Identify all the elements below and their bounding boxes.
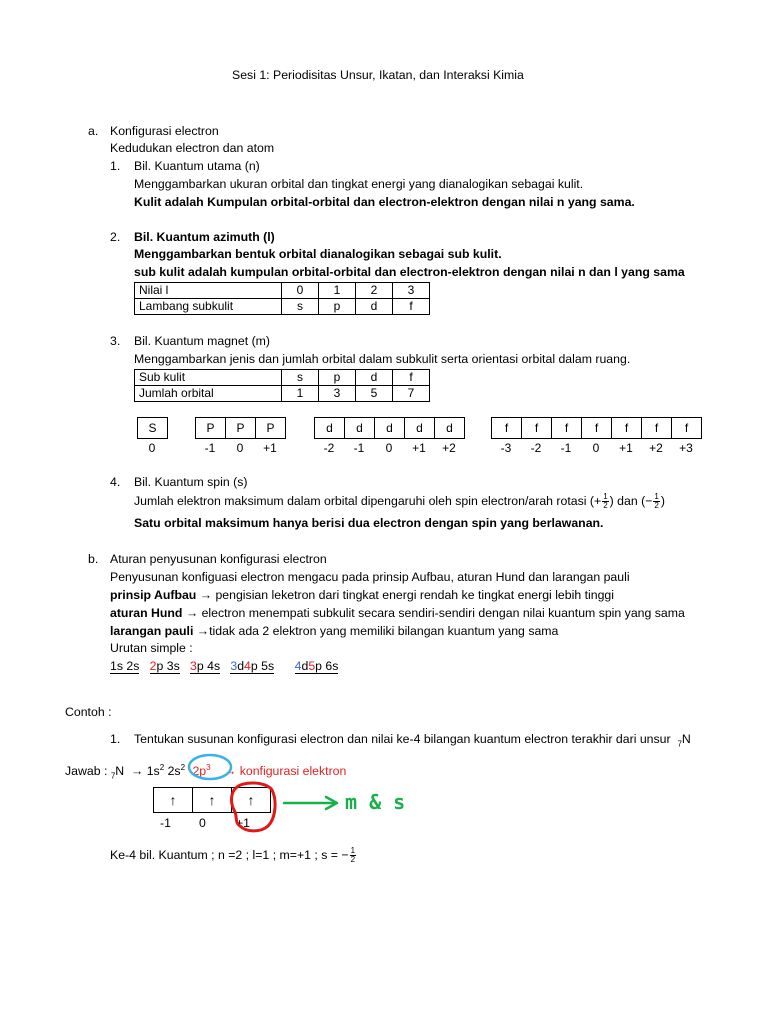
pauli-label: larangan pauli xyxy=(110,624,194,638)
item2-title: Bil. Kuantum azimuth (l) xyxy=(134,230,275,244)
orbital-box: f xyxy=(492,418,522,438)
seq-group: 3p 4s xyxy=(190,659,221,673)
table-cell: d xyxy=(356,370,393,386)
handwritten-note: m & s xyxy=(345,790,406,814)
up-arrow-icon: ↑ xyxy=(247,792,255,808)
m-value: +2 xyxy=(649,441,663,455)
m-value: -1 xyxy=(160,816,171,830)
half-fraction: $\frac{1}{2}$ xyxy=(350,846,356,864)
orbital-d xyxy=(314,417,465,439)
m-value: 0 xyxy=(148,441,156,455)
contoh-label: Contoh : xyxy=(65,705,112,719)
spin-minus: (− xyxy=(641,493,653,508)
table-cell: p xyxy=(319,370,356,386)
half-fraction: $\frac{1}{2}$ xyxy=(603,492,608,510)
orbital-box: d xyxy=(315,418,345,438)
orbital-box: d xyxy=(345,418,375,438)
table-cell: f xyxy=(393,370,430,386)
final-answer: Ke-4 bil. Kuantum ; n =2 ; l=1 ; m=+1 ; s = − $\frac{1}{2}$ xyxy=(110,846,356,864)
aufbau-text: pengisian leketron dari tingkat energi rendah ke tingkat energi lebih tinggi xyxy=(215,588,614,602)
seq-group: 1s 2s xyxy=(110,659,140,673)
item4-line2: Satu orbital maksimum hanya berisi dua electron dengan spin yang berlawanan. xyxy=(134,516,604,530)
section-b-line1: Penyusunan konfiguasi electron mengacu pada prinsip Aufbau, aturan Hund dan larangan pauli xyxy=(110,570,630,584)
item4-number: 4. xyxy=(110,475,121,489)
table-row xyxy=(135,299,430,315)
up-arrow-icon: ↑ xyxy=(193,788,232,812)
up-arrow-icon: ↑ xyxy=(154,788,193,812)
orbital-s xyxy=(137,417,168,439)
config-note: → konfigurasi elektron xyxy=(224,764,347,779)
magnet-table xyxy=(134,369,430,402)
config-2p: $2p^3$ xyxy=(192,763,211,779)
table-cell: d xyxy=(356,299,393,315)
aufbau-line xyxy=(110,588,614,603)
table-row xyxy=(135,386,430,402)
orbital-box: d xyxy=(375,418,405,438)
table-cell: f xyxy=(393,299,430,315)
aufbau-sequence xyxy=(110,659,338,674)
m-value: +1 xyxy=(412,441,426,455)
seq-group: 3d4p 5s xyxy=(230,659,275,673)
orbital-box: P xyxy=(196,418,226,438)
m-value: 0 xyxy=(385,441,393,455)
orbital-box: f xyxy=(522,418,552,438)
hund-text: electron menempati subkulit secara sendiri-sendiri dengan nilai kuantum spin yang sama xyxy=(201,606,685,620)
table-cell: Jumlah orbital xyxy=(135,386,282,402)
azimuth-table xyxy=(134,282,430,315)
table-cell: s xyxy=(282,370,319,386)
item1-title: Bil. Kuantum utama (n) xyxy=(134,159,260,173)
table-cell: 1 xyxy=(282,386,319,402)
m-value: 0 xyxy=(592,441,600,455)
item4-title: Bil. Kuantum spin (s) xyxy=(134,475,248,489)
table-cell: 7 xyxy=(393,386,430,402)
m-value: +1 xyxy=(619,441,633,455)
item2-line1: Menggambarkan bentuk orbital dianalogikan sebagai sub kulit. xyxy=(134,247,502,261)
arrow-icon: → xyxy=(185,606,199,620)
and-word: dan xyxy=(617,493,638,508)
section-a-marker: a. xyxy=(88,124,99,138)
section-b-heading: Aturan penyusunan konfigurasi electron xyxy=(110,552,327,566)
m-value: -3 xyxy=(500,441,512,455)
orbital-box: f xyxy=(552,418,582,438)
table-cell: p xyxy=(319,299,356,315)
seq-group: 2p 3s xyxy=(149,659,180,673)
m-value: -1 xyxy=(353,441,365,455)
table-cell: 2 xyxy=(356,283,393,299)
m-value: 0 xyxy=(236,441,244,455)
m-value: +1 xyxy=(263,441,277,455)
orbital-box: S xyxy=(148,421,157,435)
orbital-box: f xyxy=(684,421,689,435)
arrow-icon: → xyxy=(196,624,210,638)
arrow-icon: → xyxy=(199,588,213,602)
question-text: Tentukan susunan konfigurasi electron dan nilai ke-4 bilangan kuantum electron terakhir dari unsur $_7$N xyxy=(134,732,691,749)
m-value: -1 xyxy=(560,441,572,455)
hund-label: aturan Hund xyxy=(110,606,183,620)
question-number: 1. xyxy=(110,732,121,746)
item3-title: Bil. Kuantum magnet (m) xyxy=(134,334,270,348)
table-cell: 5 xyxy=(356,386,393,402)
item1-line1: Menggambarkan ukuran orbital dan tingkat energi yang dianalogikan sebagai kulit. xyxy=(134,177,584,191)
table-cell: 0 xyxy=(282,283,319,299)
paren-close: ) xyxy=(609,493,614,508)
m-value: +2 xyxy=(442,441,456,455)
urutan-label: Urutan simple : xyxy=(110,641,193,655)
item3-number: 3. xyxy=(110,334,121,348)
table-row xyxy=(135,370,430,386)
section-a-heading: Konfigurasi electron xyxy=(110,124,219,138)
table-cell: 3 xyxy=(393,283,430,299)
m-value: -1 xyxy=(204,441,216,455)
section-a-sub: Kedudukan electron dan atom xyxy=(110,141,275,155)
table-cell: Sub kulit xyxy=(135,370,282,386)
orbital-box: f xyxy=(582,418,612,438)
seq-group: 4d5p 6s xyxy=(294,659,339,673)
spin-plus: (+ xyxy=(589,493,602,508)
table-cell: s xyxy=(282,299,319,315)
orbital-box: P xyxy=(226,418,256,438)
red-ring-icon xyxy=(222,778,282,836)
section-b-marker: b. xyxy=(88,552,99,566)
orbital-p xyxy=(195,417,286,439)
table-row xyxy=(135,283,430,299)
table-cell: Nilai l xyxy=(135,283,282,299)
aufbau-label: prinsip Aufbau xyxy=(110,588,197,602)
item1-number: 1. xyxy=(110,159,121,173)
item1-line2: Kulit adalah Kumpulan orbital-orbital dan electron-elektron dengan nilai n yang sama. xyxy=(134,195,635,209)
pauli-line xyxy=(110,624,558,639)
item2-number: 2. xyxy=(110,230,121,244)
jawab-label: Jawab : xyxy=(65,764,108,779)
m-value: -2 xyxy=(323,441,335,455)
table-cell: 1 xyxy=(319,283,356,299)
spin-text: Jumlah elektron maksimum dalam orbital dipengaruhi oleh spin electron/arah rotasi xyxy=(134,493,587,508)
item2-line2: sub kulit adalah kumpulan orbital-orbital dan electron-elektron dengan nilai n dan l yang sama xyxy=(134,265,685,279)
m-value: +1 xyxy=(236,816,251,830)
m-value: +3 xyxy=(679,441,693,455)
green-arrow-icon xyxy=(282,794,344,812)
hund-line xyxy=(110,606,685,621)
orbital-box: f xyxy=(642,418,672,438)
answer-config: Jawab : $_7N \to 1s^2$ $2s^2$ $2p^3$ → konfigurasi elektron xyxy=(65,763,347,781)
orbital-box: d xyxy=(405,418,435,438)
pauli-text: tidak ada 2 elektron yang memiliki bilangan kuantum yang sama xyxy=(209,624,559,638)
page-title: Sesi 1: Periodisitas Unsur, Ikatan, dan Interaksi Kimia xyxy=(232,68,524,82)
half-fraction: $\frac{1}{2}$ xyxy=(654,492,659,510)
m-value: -2 xyxy=(530,441,542,455)
table-cell: Lambang subkulit xyxy=(135,299,282,315)
orbital-box: d xyxy=(446,421,453,435)
paren-close: ) xyxy=(660,493,665,508)
orbital-box: f xyxy=(612,418,642,438)
item4-line1 xyxy=(134,493,665,510)
table-cell: 3 xyxy=(319,386,356,402)
m-value: 0 xyxy=(199,816,206,830)
orbital-box: P xyxy=(266,421,275,435)
orbital-f xyxy=(491,417,702,439)
item3-line1: Menggambarkan jenis dan jumlah orbital dalam subkulit serta orientasi orbital dalam ruang. xyxy=(134,352,631,366)
